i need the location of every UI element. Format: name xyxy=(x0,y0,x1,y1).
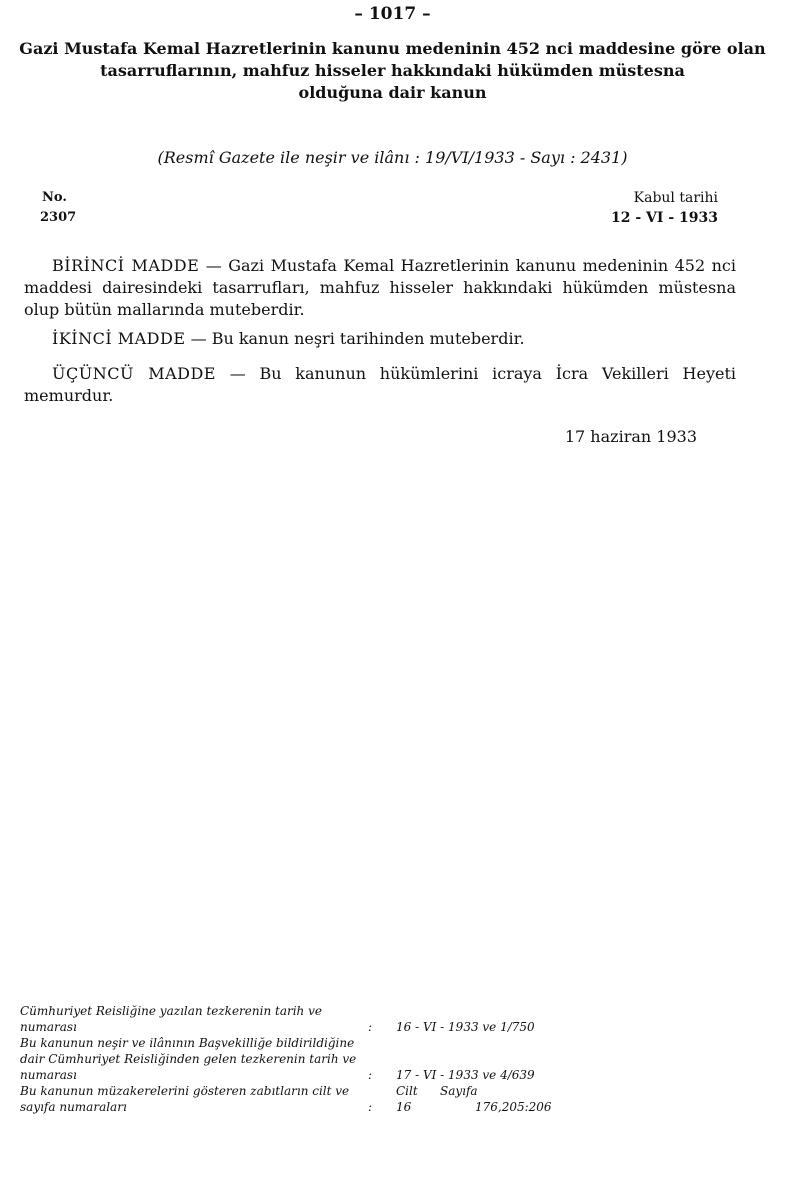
law-title xyxy=(0,38,785,104)
article-1 xyxy=(24,255,736,321)
gazette-note: (Resmî Gazete ile neşir ve ilânı : 19/VI/1933 - Sayı : 2431) xyxy=(157,148,628,167)
footnote-row-3 xyxy=(20,1083,580,1115)
footnotes xyxy=(20,1003,580,1115)
footnote-3-colon: : xyxy=(368,1100,373,1114)
page-number: – 1017 – xyxy=(354,4,431,24)
law-number-label: No. xyxy=(42,190,67,205)
article-3 xyxy=(24,363,736,407)
law-title-line-3: olduğuna dair kanun xyxy=(298,83,487,102)
article-3-text: — Bu kanunun hükümlerini icraya İcra Vekilleri Heyeti memurdur. xyxy=(24,364,737,405)
footnote-row-1 xyxy=(20,1003,580,1035)
footnote-3-sayifa-label: Sayıfa xyxy=(440,1084,478,1098)
signing-date: 17 haziran 1933 xyxy=(564,427,697,446)
footnote-2-value: 17 - VI - 1933 ve 4/639 xyxy=(396,1068,535,1082)
article-1-text: — Gazi Mustafa Kemal Hazretlerinin kanunu medeninin 452 nci maddesi dairesindeki tasarrufları, mahfuz hisseler hakkındaki hükümden müstesna olup bütün mallarında muteberdir. xyxy=(24,256,736,319)
footnote-2-description: Bu kanunun neşir ve ilânının Başvekilliğe bildirildiğine dair Cümhuriyet Reisliğinden gelen tezkerenin tarih ve numarası xyxy=(20,1036,357,1082)
acceptance-date: 12 - VI - 1933 xyxy=(611,210,718,226)
article-1-heading: BİRİNCİ MADDE xyxy=(52,256,200,275)
article-2-text: — Bu kanun neşri tarihinden muteberdir. xyxy=(185,329,525,348)
footnote-3-cilt-value: 16 xyxy=(396,1100,412,1114)
law-title-line-1: Gazi Mustafa Kemal Hazretlerinin kanunu medeninin 452 nci maddesine göre olan xyxy=(19,39,766,58)
footnote-3-cilt-label: Cilt xyxy=(396,1084,418,1098)
footnote-1-colon: : xyxy=(368,1020,373,1034)
law-number: 2307 xyxy=(40,210,77,225)
article-3-heading: ÜÇÜNCÜ MADDE xyxy=(52,364,216,383)
acceptance-date-label: Kabul tarihi xyxy=(633,190,718,206)
footnote-2-colon: : xyxy=(368,1068,373,1082)
article-2-heading: İKİNCİ MADDE xyxy=(52,329,186,348)
footnote-row-2 xyxy=(20,1035,580,1083)
footnote-3-description: Bu kanunun müzakerelerini gösteren zabıtların cilt ve sayıfa numaraları xyxy=(20,1084,350,1114)
footnote-3-sayifa-value: 176,205:206 xyxy=(475,1100,552,1114)
article-2 xyxy=(24,328,736,350)
footnote-1-value: 16 - VI - 1933 ve 1/750 xyxy=(396,1020,535,1034)
law-title-line-2: tasarruflarının, mahfuz hisseler hakkındaki hükümden müstesna xyxy=(100,61,685,80)
footnote-1-description: Cümhuriyet Reisliğine yazılan tezkerenin tarih ve numarası xyxy=(20,1004,322,1034)
